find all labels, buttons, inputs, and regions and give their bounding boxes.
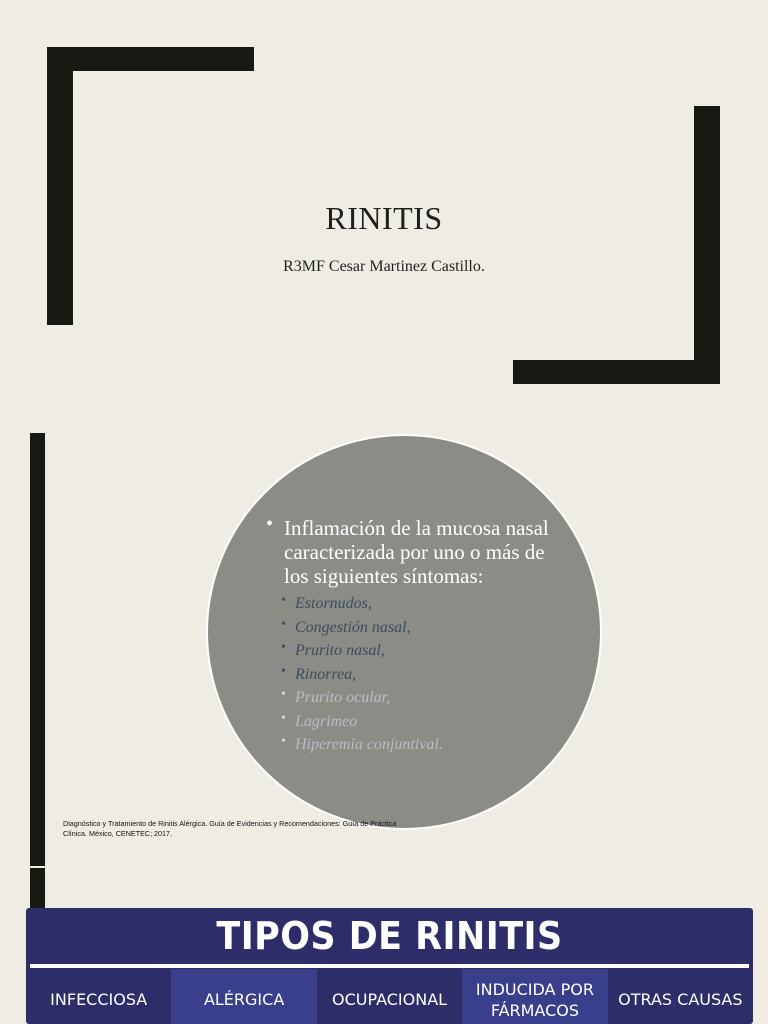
tipos-title: TIPOS DE RINITIS <box>216 914 563 958</box>
category-alergica: ALÉRGICA <box>171 969 316 1024</box>
slide-subtitle: R3MF Cesar Martinez Castillo. <box>283 258 485 275</box>
slide2-left-bar-lower <box>30 868 45 908</box>
symptom-item: • Prurito ocular, <box>281 686 566 710</box>
slide-title: RINITIS <box>325 200 443 236</box>
tipos-banner <box>26 908 753 1024</box>
definition-text: • Inflamación de la mucosa nasal caracterizada por uno o más de los siguientes síntomas: <box>266 516 566 588</box>
definition-content <box>266 516 566 757</box>
symptom-item: • Rinorrea, <box>281 663 566 687</box>
symptom-item: • Congestión nasal, <box>281 616 566 640</box>
slide2-left-bar <box>30 433 45 866</box>
symptom-item: • Estornudos, <box>281 592 566 616</box>
frame-top-left-horizontal <box>47 47 254 71</box>
citation: Diagnóstico y Tratamiento de Rinitis Alérgica. Guía de Evidencias y Recomendaciones: Guía de Práctica Clínica. México, CENETEC; 2017. <box>63 819 397 838</box>
frame-top-left-vertical <box>47 47 73 325</box>
category-infecciosa: INFECCIOSA <box>50 990 148 1009</box>
symptom-item: • Lagrimeo <box>281 710 566 734</box>
category-ocupacional: OCUPACIONAL <box>331 990 448 1009</box>
frame-bottom-right-vertical <box>694 106 720 384</box>
category-inducida-por-farmacos: INDUCIDA POR FÁRMACOS <box>462 969 607 1024</box>
symptom-list <box>281 592 566 757</box>
symptom-item: • Hiperemia conjuntival. <box>281 733 566 757</box>
frame-bottom-right-horizontal <box>513 360 720 384</box>
category-otras-causas: OTRAS CAUSAS <box>618 990 743 1009</box>
symptom-item: • Prurito nasal, <box>281 639 566 663</box>
tipos-divider <box>30 964 749 968</box>
tipos-categories <box>26 969 753 1024</box>
